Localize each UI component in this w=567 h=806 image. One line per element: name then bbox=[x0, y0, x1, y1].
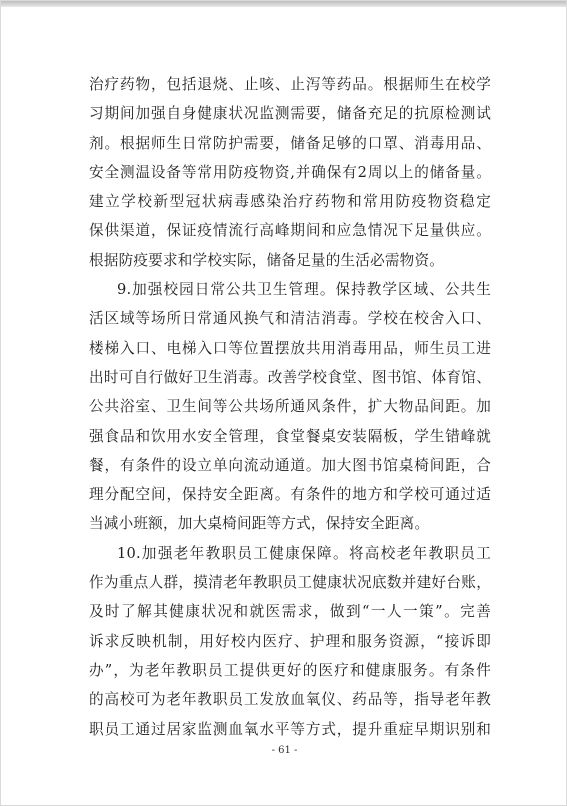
page-top-edge bbox=[1, 1, 567, 7]
paragraph-1-line-7: 根据防疫要求和学校实际，储备足量的生活必需物资。 bbox=[89, 251, 445, 269]
paragraph-3-line-2: 作为重点人群，摸清老年教职员工健康状况底数并建好台账， bbox=[89, 574, 491, 592]
paragraph-1-line-5: 建立学校新型冠状病毒感染治疗药物和常用防疫物资稳定 bbox=[89, 193, 491, 211]
paragraph-1-line-1: 治疗药物，包括退烧、止咳、止泻等药品。根据师生在校学 bbox=[89, 76, 491, 93]
paragraph-3-line-1: 10.加强老年教职员工健康保障。将高校老年教职员工 bbox=[117, 544, 491, 562]
paragraph-2-line-6: 强食品和饮用水安全管理，食堂餐桌安装隔板，学生错峰就 bbox=[89, 427, 491, 445]
paragraph-2-line-8: 理分配空间，保持安全距离。有条件的地方和学校可通过适 bbox=[89, 486, 491, 504]
paragraph-2-line-1: 9.加强校园日常公共卫生管理。保持教学区域、公共生 bbox=[117, 281, 491, 299]
paragraph-3-line-7: 职员工通过居家监测血氧水平等方式，提升重症早期识别和 bbox=[89, 720, 491, 738]
paragraph-2-line-4: 出时可自行做好卫生消毒。改善学校食堂、图书馆、体育馆、 bbox=[89, 368, 491, 386]
paragraph-3-line-4: 诉求反映机制，用好校内医疗、护理和服务资源，“接诉即 bbox=[89, 632, 491, 650]
paragraph-1-line-4: 安全测温设备等常用防疫物资,并确保有2周以上的储备量。 bbox=[89, 163, 491, 181]
paragraph-2-line-9: 当减小班额，加大桌椅间距等方式，保持安全距离。 bbox=[89, 515, 430, 533]
body-text bbox=[89, 70, 491, 744]
paragraph-2-line-3: 楼梯入口、电梯入口等位置摆放共用消毒用品，师生员工进 bbox=[89, 339, 491, 357]
page-number: - 61 - bbox=[271, 745, 298, 756]
paragraph-1-line-6: 保供渠道，保证疫情流行高峰期间和应急情况下足量供应。 bbox=[89, 222, 491, 240]
paragraph-2-line-5: 公共浴室、卫生间等公共场所通风条件，扩大物品间距。加 bbox=[89, 398, 491, 416]
paragraph-2-line-7: 餐，有条件的设立单向流动通道。加大图书馆桌椅间距，合 bbox=[89, 456, 491, 474]
paragraph-3-line-6: 的高校可为老年教职员工发放血氧仪、药品等，指导老年教 bbox=[89, 691, 491, 709]
paragraph-1-line-2: 习期间加强自身健康状况监测需要，储备充足的抗原检测试 bbox=[89, 105, 491, 123]
paragraph-2-line-2: 活区域等场所日常通风换气和清洁消毒。学校在校舍入口、 bbox=[89, 310, 491, 328]
paragraph-1-line-3: 剂。根据师生日常防护需要，储备足够的口罩、消毒用品、 bbox=[89, 134, 491, 152]
paragraph-3-line-3: 及时了解其健康状况和就医需求，做到“一人一策”。完善 bbox=[89, 603, 491, 621]
paragraph-3-line-5: 办”，为老年教职员工提供更好的医疗和健康服务。有条件 bbox=[89, 661, 491, 679]
